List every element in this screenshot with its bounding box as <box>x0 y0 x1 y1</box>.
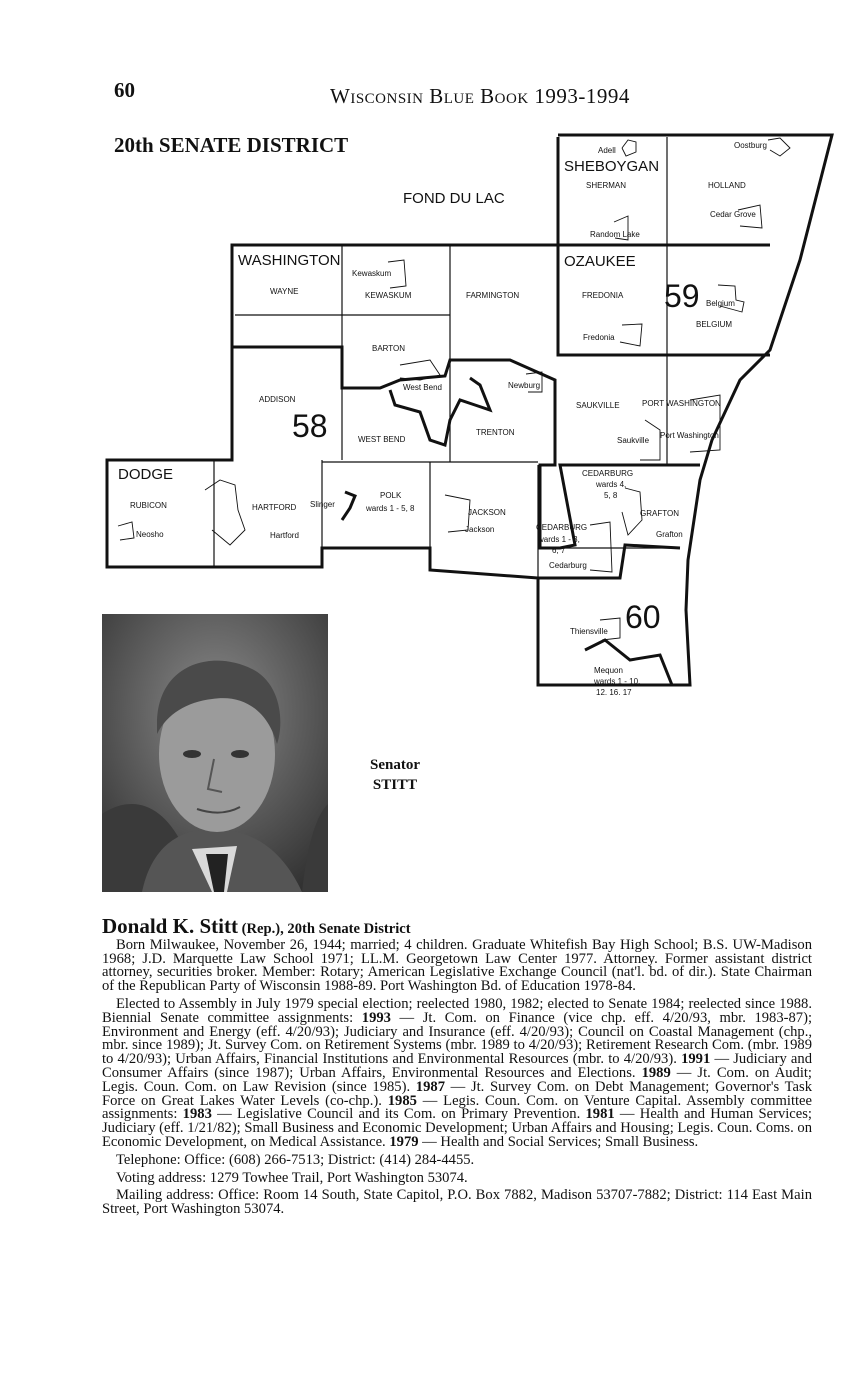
bio-heading <box>102 914 812 938</box>
town-label: 6, 7 <box>552 546 566 555</box>
town-label: Jackson <box>465 525 495 534</box>
senator-portrait-photo <box>102 614 328 892</box>
town-label: Mequon <box>594 666 623 675</box>
town-label: SHERMAN <box>586 181 627 190</box>
town-label: RUBICON <box>130 501 167 510</box>
town-label: Random Lake <box>590 230 640 239</box>
town-label: FARMINGTON <box>466 291 520 300</box>
town-label: wards 1 - 5, 8 <box>366 504 415 513</box>
running-head: Wisconsin Blue Book 1993-1994 <box>330 84 630 108</box>
bio-year: 1993 <box>361 1009 391 1026</box>
town-label: Slinger <box>310 500 335 509</box>
legislator-party-district: (Rep.), 20th Senate District <box>241 921 411 937</box>
district-title: 20th SENATE DISTRICT <box>114 133 349 157</box>
town-label: Kewaskum <box>352 269 392 278</box>
bio-text: Elected to Assembly in July 1979 special election; reelected 1980, 1982; elected to Senate 1984; reelected since 1988. Biennial Senate committee assignments: <box>102 995 812 1026</box>
county-label-dodge: DODGE <box>118 466 174 483</box>
town-label: Oostburg <box>734 141 767 150</box>
town-label: BARTON <box>372 344 406 353</box>
bio-legislative-paragraph <box>102 995 813 1150</box>
town-label: Neosho <box>136 530 164 539</box>
town-label: KEWASKUM <box>365 291 412 300</box>
bio-year: 1991 <box>681 1051 711 1068</box>
bio-personal-paragraph: Born Milwaukee, November 26, 1944; married; 4 children. Graduate Whitefish Bay High School; B.S. UW-Madison 1968; J.D. Marquette Law School 1971; LL.M. Georgetown Law Center 1977. Attorney. Former assistant district attorney, securities broker. Member: Rotary; American Legislative Exchange Council (nat'l. bd. of dir.). State Chairman of the Republican Party of Wisconsin 1988-89. Port Washington Bd. of Education 1978-84. <box>102 936 812 995</box>
town-label: HOLLAND <box>708 181 746 190</box>
town-label: CEDARBURG <box>536 523 588 532</box>
bio-text: — Judiciary and Consumer Affairs (since 1987); Urban Affairs, Environmental Resources and Elections. <box>102 1051 813 1081</box>
assembly-district-58: 58 <box>292 408 328 444</box>
town-label: BELGIUM <box>696 320 733 329</box>
town-label: Fredonia <box>583 333 615 342</box>
county-label-washington: WASHINGTON <box>238 252 341 269</box>
county-label-ozaukee: OZAUKEE <box>564 253 636 270</box>
town-label: HARTFORD <box>252 503 297 512</box>
bio-text: — Jt. Com. on Audit; Legis. Coun. Com. on Law Revision (since 1985). <box>102 1064 812 1095</box>
district-map <box>100 125 840 695</box>
town-label: wards 4, <box>596 480 627 489</box>
county-label-fond-du-lac: FOND DU LAC <box>403 190 505 207</box>
bio-telephone: Telephone: Office: (608) 266-7513; District: (414) 284-4455. <box>116 1151 475 1168</box>
bio-voting-address: Voting address: 1279 Towhee Trail, Port Washington 53074. <box>116 1169 468 1186</box>
town-label: West Bend <box>403 383 442 392</box>
town-label: wards 1 - 3, <box>538 535 580 544</box>
town-label: WAYNE <box>270 287 299 296</box>
bio-text: — Jt. Survey Com. on Debt Management; Governor's Task Force on Great Lakes Water Levels (co-chp.). <box>102 1078 812 1109</box>
bio-year: 1981 <box>585 1106 615 1123</box>
town-label: Saukville <box>617 436 650 445</box>
town-label: Port Washington <box>660 431 719 440</box>
town-label: POLK <box>380 491 402 500</box>
assembly-district-59: 59 <box>664 278 700 314</box>
bio-text: — Health and Human Services; Judiciary (eff. 1/21/82); Small Business and Economic Development; Urban Affairs and Housing; Legis. Coun. Coms. on Economic Development, on Medical Assistance. <box>102 1106 812 1150</box>
town-label: Hartford <box>270 531 299 540</box>
bio-text: — Legislative Council and its Com. on Primary Prevention. <box>211 1106 586 1123</box>
town-label: ADDISON <box>259 395 296 404</box>
photo-caption <box>340 755 450 795</box>
town-label: Adell <box>598 146 616 155</box>
town-label: Belgium <box>706 299 735 308</box>
town-label: WEST BEND <box>358 435 406 444</box>
bio-text: — Legis. Coun. Com. on Venture Capital. Assembly committee assignments: <box>102 1092 813 1123</box>
bio-text: — Jt. Com. on Finance (vice chp. eff. 4/20/93, mbr. 1983-87); Environment and Energy (eff. 4/20/93); Judiciary and Insurance (eff. 4/20/93); Council on Coastal Management (chp., mbr. since 1989); Jt. Survey Com. on Retirement Systems (mbr. 1989 to 4/20/93); Retirement Research Com. (mbr. 1989 to 4/20/93); Urban Affairs, Financial Institutions and Environmental Resources (mbr. to 4/20/93). <box>102 1009 813 1068</box>
town-label: Cedar Grove <box>710 210 756 219</box>
town-label: SAUKVILLE <box>576 401 620 410</box>
county-label-sheboygan: SHEBOYGAN <box>564 158 660 175</box>
page-number: 60 <box>114 78 135 102</box>
town-label: CEDARBURG <box>582 469 634 478</box>
bio-text: — Health and Social Services; Small Business. <box>418 1133 699 1150</box>
town-label: FREDONIA <box>582 291 624 300</box>
bio-year: 1985 <box>387 1092 417 1109</box>
town-label: Grafton <box>656 530 683 539</box>
town-label: 5, 8 <box>604 491 618 500</box>
town-label: PORT WASHINGTON <box>642 399 721 408</box>
caption-title: Senator <box>370 757 420 773</box>
bio-year: 1987 <box>415 1078 445 1095</box>
town-label: TRENTON <box>476 428 515 437</box>
bio-year: 1983 <box>182 1106 212 1123</box>
bio-mailing-address: Mailing address: Office: Room 14 South, State Capitol, P.O. Box 7882, Madison 53707-7882; District: 114 East Main Street, Port Washington 53074. <box>102 1187 812 1218</box>
caption-name: STITT <box>372 777 418 793</box>
town-label: 12, 16, 17 <box>596 688 632 695</box>
town-label: JACKSON <box>468 508 506 517</box>
town-label: Newburg <box>508 381 541 390</box>
town-label: Cedarburg <box>549 561 587 570</box>
bio-year: 1979 <box>389 1133 419 1150</box>
town-label: wards 1 - 10, <box>594 677 641 686</box>
legislator-name: Donald K. Stitt <box>102 914 238 938</box>
assembly-district-60: 60 <box>625 599 661 635</box>
bio-year: 1989 <box>641 1064 671 1081</box>
biography <box>102 914 813 1218</box>
town-label: Thiensville <box>570 627 608 636</box>
town-label: GRAFTON <box>640 509 679 518</box>
